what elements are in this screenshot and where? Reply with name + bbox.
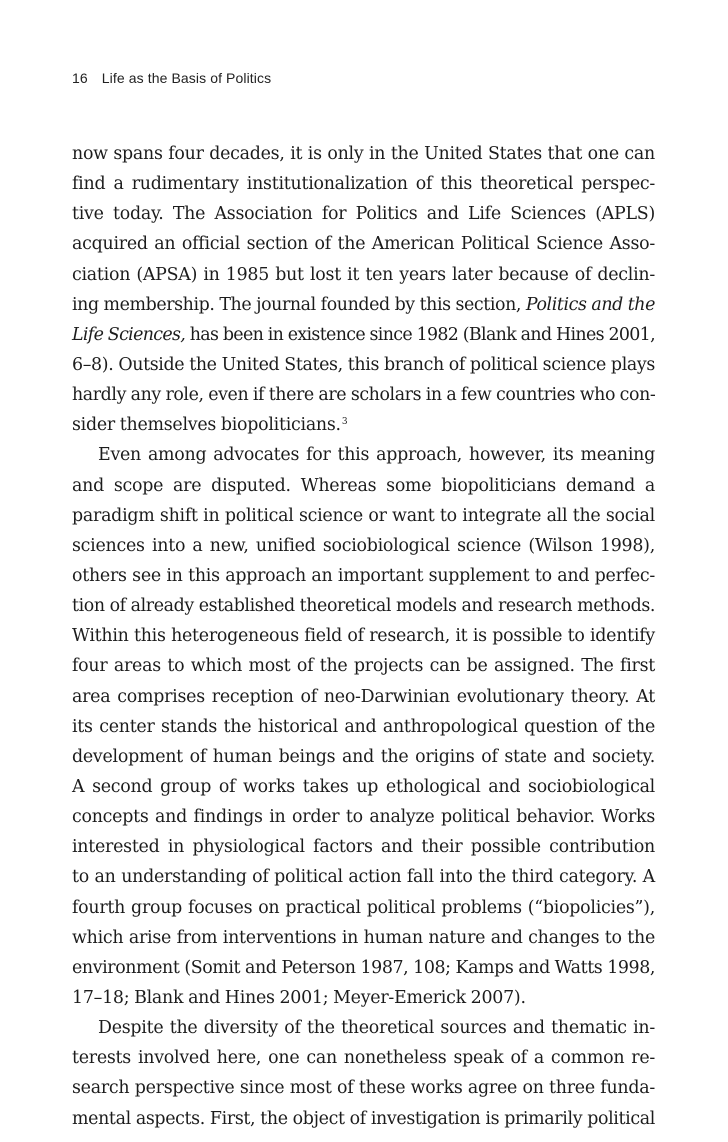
text-line: area comprises reception of neo-Darwinian evolutionary theory. At — [72, 686, 655, 707]
text-line: paradigm shift in political science or want to integrate all the social — [72, 505, 655, 526]
text-line: tion of already established theoretical models and research methods. — [72, 596, 655, 617]
text-line: and scope are disputed. Whereas some biopoliticians demand a — [72, 475, 655, 496]
text-line: hardly any role, even if there are scholars in a few countries who con- — [72, 385, 656, 406]
page-number: 16 — [72, 70, 88, 86]
text-line: Despite the diversity of the theoretical sources and thematic in- — [98, 1018, 655, 1039]
text-line: to an understanding of political action fall into the third category. A — [72, 867, 655, 888]
text-line: 6–8). Outside the United States, this branch of political science plays — [72, 354, 655, 375]
text-line: mental aspects. First, the object of investigation is primarily political — [72, 1108, 655, 1129]
text-line: search perspective since most of these works agree on three funda- — [72, 1078, 655, 1099]
text-line: Within this heterogeneous field of research, it is possible to identify — [72, 626, 655, 647]
text-line: fourth group focuses on practical political problems (“biopolicies”), — [72, 897, 655, 918]
body-text — [72, 139, 655, 1134]
text-line — [72, 290, 655, 320]
text-line: A second group of works takes up ethological and sociobiological — [72, 776, 655, 797]
running-title: Life as the Basis of Politics — [101, 70, 272, 86]
journal-title-italic: Life Sciences, — [72, 324, 186, 345]
journal-title-italic: Politics and the — [525, 294, 655, 315]
text-line — [72, 320, 655, 350]
text-line: development of human beings and the origins of state and society. — [72, 746, 655, 767]
footnote-marker[interactable]: 3 — [341, 417, 348, 428]
text-line: ciation (APSA) in 1985 but lost it ten years later because of declin- — [72, 264, 655, 285]
text-line: Even among advocates for this approach, however, its meaning — [98, 445, 655, 466]
text-segment: has been in existence since 1982 (Blank and Hines 2001, — [189, 324, 655, 345]
text-line: environment (Somit and Peterson 1987, 108; Kamps and Watts 1998, — [72, 957, 655, 978]
text-line: sciences into a new, unified sociobiological science (Wilson 1998), — [72, 535, 655, 556]
text-line: acquired an official section of the American Political Science Asso- — [72, 234, 655, 255]
text-line: four areas to which most of the projects can be assigned. The first — [72, 656, 655, 677]
text-line: terests involved here, one can nonetheless speak of a common re- — [72, 1048, 655, 1069]
running-header — [72, 70, 271, 86]
text-line: its center stands the historical and anthropological question of the — [72, 716, 655, 737]
text-line: interested in physiological factors and their possible contribution — [72, 837, 655, 858]
text-line: concepts and findings in order to analyze political behavior. Works — [72, 807, 655, 828]
text-line: now spans four decades, it is only in the United States that one can — [72, 144, 655, 164]
text-line: find a rudimentary institutionalization of this theoretical perspec- — [72, 174, 655, 195]
text-segment: ing membership. The journal founded by this section, — [72, 294, 522, 315]
text-line: tive today. The Association for Politics and Life Sciences (APLS) — [72, 204, 655, 225]
text-line: others see in this approach an important supplement to and perfec- — [72, 565, 655, 586]
text-line — [72, 410, 655, 440]
page-content — [72, 0, 655, 1142]
text-segment: sider themselves biopoliticians. — [72, 415, 341, 436]
text-line: 17–18; Blank and Hines 2001; Meyer-Emerick 2007). — [72, 987, 526, 1008]
text-line: which arise from interventions in human nature and changes to the — [72, 927, 655, 948]
